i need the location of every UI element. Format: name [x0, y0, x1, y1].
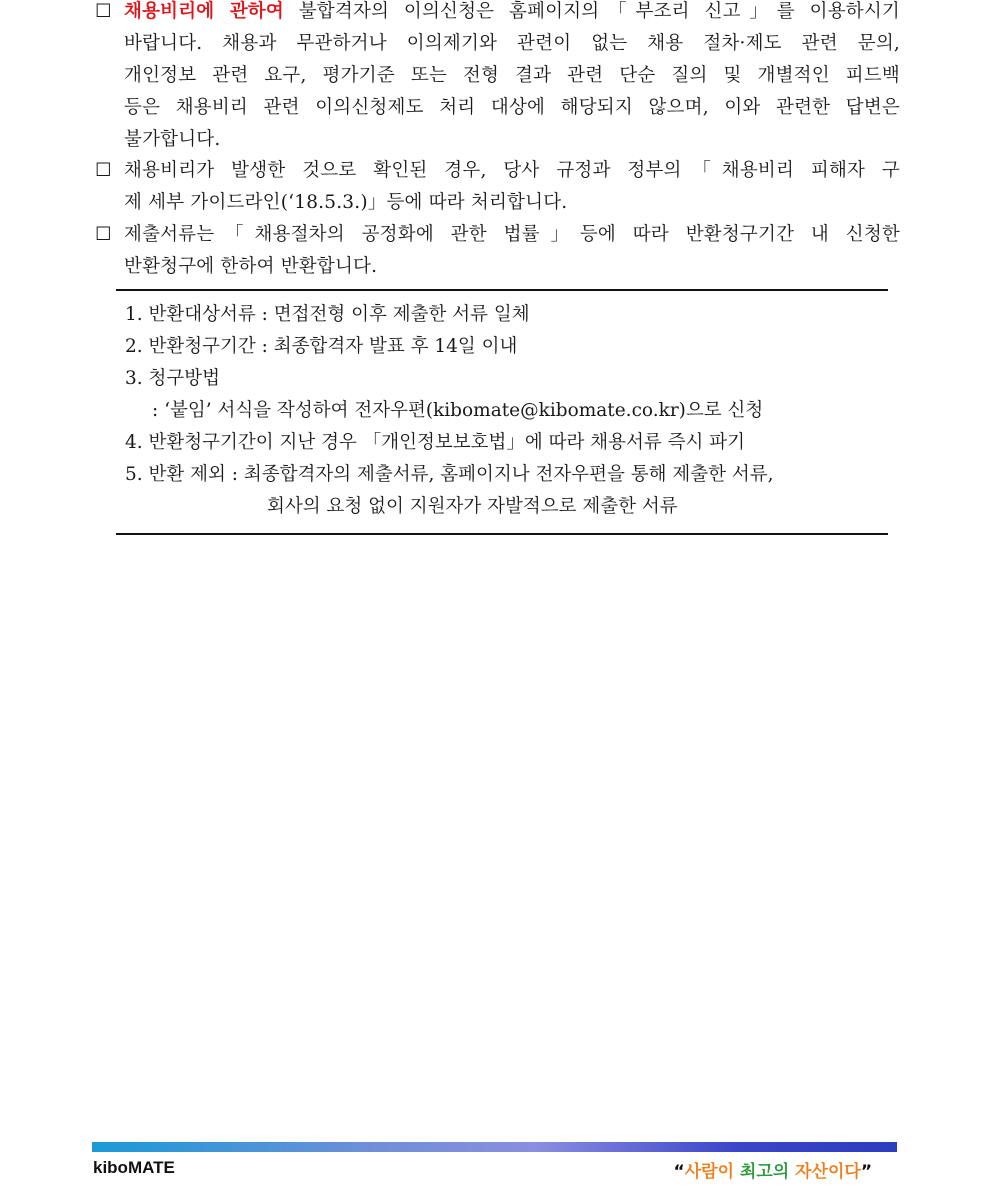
- list-item-continuation: 회사의 요청 없이 지원자가 자발적으로 제출한 서류: [267, 496, 678, 517]
- list-item: 2. 반환청구기간 : 최종합격자 발표 후 14일 이내: [125, 336, 518, 357]
- paragraph-line: 제 세부 가이드라인(‘18.5.3.)」등에 따라 처리합니다.: [124, 192, 568, 213]
- list-item: 3. 청구방법: [125, 368, 221, 389]
- paragraph-line: 반환청구에 한하여 반환합니다.: [124, 256, 378, 277]
- paragraph-line: [95, 219, 900, 251]
- paragraph-line: [95, 0, 900, 28]
- list-item: 5. 반환 제외 : 최종합격자의 제출서류, 홈페이지나 전자우편을 통해 제출한 서류,: [125, 464, 774, 485]
- paragraph-text: 채용비리가 발생한 것으로 확인된 경우, 당사 규정과 정부의「채용비리 피해자 구: [124, 160, 900, 181]
- notice-paragraph-complaint: [95, 0, 900, 156]
- paragraph-text: 제출서류는「채용절차의 공정화에 관한 법률」등에 따라 반환청구기간 내 신청한: [124, 224, 900, 245]
- top-divider: [116, 289, 888, 291]
- list-item: 4. 반환청구기간이 지난 경우 「개인정보보호법」에 따라 채용서류 즉시 파기: [125, 432, 745, 453]
- slogan-part: 사람이: [684, 1162, 740, 1182]
- paragraph-line: [95, 155, 900, 187]
- checkbox-bullet-icon: ☐: [95, 224, 112, 245]
- return-info-list: [125, 299, 885, 523]
- highlighted-phrase: 채용비리에 관하여: [124, 1, 284, 22]
- paragraph-line: 불가합니다.: [124, 129, 221, 150]
- footer-slogan: [674, 1157, 872, 1182]
- slogan-part: 자산이다: [795, 1162, 861, 1182]
- paragraph-line: 개인정보 관련 요구, 평가기준 또는 전형 결과 관련 단순 질의 및 개별적인 피드백: [124, 65, 900, 86]
- slogan-open-quote: “: [673, 1162, 685, 1182]
- paragraph-line: 등은 채용비리 관련 이의신청제도 처리 대상에 해당되지 않으며, 이와 관련한 답변은: [124, 97, 900, 118]
- slogan-close-quote: ”: [860, 1162, 872, 1182]
- paragraph-line: 바랍니다. 채용과 무관하거나 이의제기와 관련이 없는 채용 절차·제도 관련 문의,: [124, 33, 900, 54]
- paragraph-text: 불합격자의 이의신청은 홈페이지의「부조리 신고」를 이용하시기: [283, 1, 901, 22]
- bottom-divider: [116, 533, 888, 535]
- slogan-part: 최고의: [739, 1162, 796, 1182]
- list-item: 1. 반환대상서류 : 면접전형 이후 제출한 서류 일체: [125, 304, 530, 325]
- checkbox-bullet-icon: ☐: [95, 160, 112, 181]
- checkbox-bullet-icon: ☐: [95, 1, 112, 22]
- list-item-detail: : ‘붙임’ 서식을 작성하여 전자우편(kibomate@kibomate.co.kr)으로 신청: [152, 400, 764, 421]
- footer-gradient-bar: [92, 1142, 897, 1152]
- notice-paragraph-documents: [95, 219, 900, 283]
- footer-brand: kiboMATE: [93, 1158, 175, 1177]
- notice-paragraph-corruption: [95, 155, 900, 219]
